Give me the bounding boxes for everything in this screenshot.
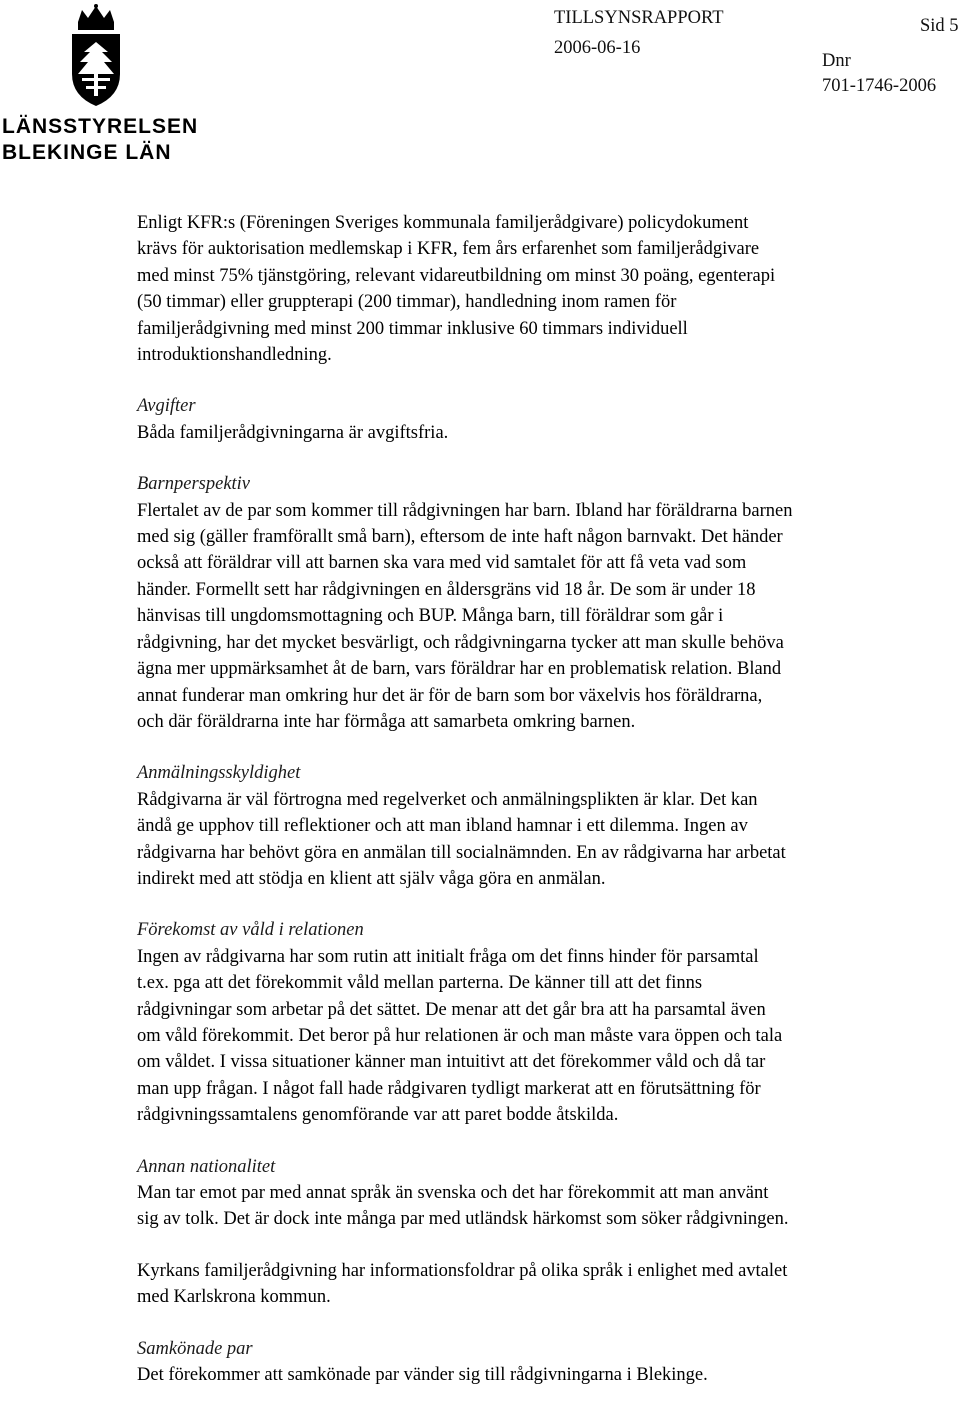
- paragraph-gap: [137, 446, 957, 471]
- intro-line: med minst 75% tjänstgöring, relevant vidareutbildning om minst 30 poäng, egenterapi: [137, 265, 776, 286]
- body-line: indirekt med att stödja en klient att själv våga göra en anmälan.: [137, 868, 606, 889]
- body-line: man upp frågan. I något fall hade rådgivaren tydligt markerat att en förutsättning för: [137, 1078, 761, 1099]
- paragraph-gap: [137, 1233, 957, 1258]
- body-line: hänvisas till ungdomsmottagning och BUP. Många barn, till föräldrar som går i: [137, 606, 724, 627]
- report-type: TILLSYNSRAPPORT: [554, 8, 724, 28]
- dnr-label: Dnr: [822, 51, 851, 71]
- org-name-line2: BLEKINGE LÄN: [2, 141, 172, 164]
- body-line: t.ex. pga att det förekommit våld mellan parterna. De känner till att det finns: [137, 973, 703, 994]
- body-line: Flertalet av de par som kommer till rådgivningen har barn. Ibland har föräldrarna barnen: [137, 500, 793, 521]
- section-heading: Samkönade par: [137, 1338, 253, 1359]
- section-heading: Anmälningsskyldighet: [137, 763, 301, 784]
- body-line: rådgivning, har det mycket besvärligt, och rådgivningarna tycker att man skulle behöva: [137, 632, 784, 653]
- body-line: annat funderar man omkring hur det är för de barn som bor växelvis hos föräldrarna,: [137, 685, 763, 706]
- intro-line: introduktionshandledning.: [137, 345, 332, 366]
- report-date: 2006-06-16: [554, 38, 641, 58]
- coat-of-arms-icon: [64, 4, 128, 108]
- paragraph-gap: [137, 735, 957, 760]
- intro-line: Enligt KFR:s (Föreningen Sveriges kommunala familjerådgivare) policydokument: [137, 213, 749, 233]
- body-line: Båda familjerådgivningarna är avgiftsfria.: [137, 422, 449, 443]
- paragraph-gap: [137, 1129, 957, 1154]
- org-name-line1: LÄNSSTYRELSEN: [2, 115, 199, 138]
- document-body: [137, 210, 957, 1388]
- paragraph-gap: [137, 1311, 957, 1336]
- intro-line: krävs för auktorisation medlemskap i KFR, fem års erfarenhet som familjerådgivare: [137, 239, 760, 260]
- section-heading: Barnperspektiv: [137, 474, 251, 495]
- section-heading: Förekomst av våld i relationen: [137, 920, 364, 941]
- dnr-number: 701-1746-2006: [822, 76, 937, 96]
- body-line: Kyrkans familjerådgivning har informationsfoldrar på olika språk i enlighet med avtalet: [137, 1260, 788, 1281]
- body-line: också att föräldrar vill att barnen ska vara med vid samtalet för att få veta vad som: [137, 553, 747, 574]
- body-line: om våld förekommit. Det beror på hur relationen är och man måste vara öppen och tala: [137, 1025, 783, 1046]
- body-line: Ingen av rådgivarna har som rutin att initialt fråga om det finns hinder för parsamtal: [137, 946, 759, 967]
- body-line: rådgivningssamtalens genomförande var att paret bodde åtskilda.: [137, 1105, 619, 1126]
- body-line: ändå ge upphov till reflektioner och att man ibland hamnar i ett dilemma. Ingen av: [137, 816, 748, 837]
- body-line: om våldet. I vissa situationer känner man intuitivt att det förekommer våld och då tar: [137, 1052, 766, 1073]
- body-line: Det förekommer att samkönade par vänder sig till rådgivningarna i Blekinge.: [137, 1365, 708, 1386]
- body-line: rådgivarna har behövt göra en anmälan till socialnämnden. En av rådgivarna har arbetat: [137, 842, 786, 863]
- intro-line: (50 timmar) eller gruppterapi (200 timmar), handledning inom ramen för: [137, 292, 677, 313]
- body-line: och där föräldrarna inte har förmåga att samarbeta omkring barnen.: [137, 711, 636, 732]
- body-line: med Karlskrona kommun.: [137, 1287, 331, 1308]
- intro-line: familjerådgivning med minst 200 timmar inklusive 60 timmars individuell: [137, 318, 688, 339]
- body-line: händer. Formellt sett har rådgivningen en åldersgräns vid 18 år. De som är under 18: [137, 579, 756, 600]
- body-line: Man tar emot par med annat språk än svenska och det har förekommit att man använt: [137, 1183, 769, 1203]
- section-heading: Avgifter: [137, 396, 196, 417]
- paragraph-gap: [137, 892, 957, 917]
- section-heading: Annan nationalitet: [137, 1156, 276, 1177]
- body-line: ägna mer uppmärksamhet åt de barn, vars föräldrar har en problematisk relation. Bland: [137, 659, 782, 680]
- logo: [0, 0, 200, 170]
- body-line: Rådgivarna är väl förtrogna med regelverket och anmälningsplikten är klar. Det kan: [137, 789, 758, 810]
- body-line: sig av tolk. Det är dock inte många par med utländsk härkomst som söker rådgivningen.: [137, 1209, 789, 1230]
- paragraph-gap: [137, 368, 957, 393]
- page-number: Sid 5: [920, 16, 959, 36]
- body-line: med sig (gäller framförallt små barn), eftersom de inte haft någon barnvakt. Det händer: [137, 527, 783, 548]
- body-line: rådgivningar som arbetar på det sättet. De menar att det går bra att ha parsamtal även: [137, 999, 766, 1020]
